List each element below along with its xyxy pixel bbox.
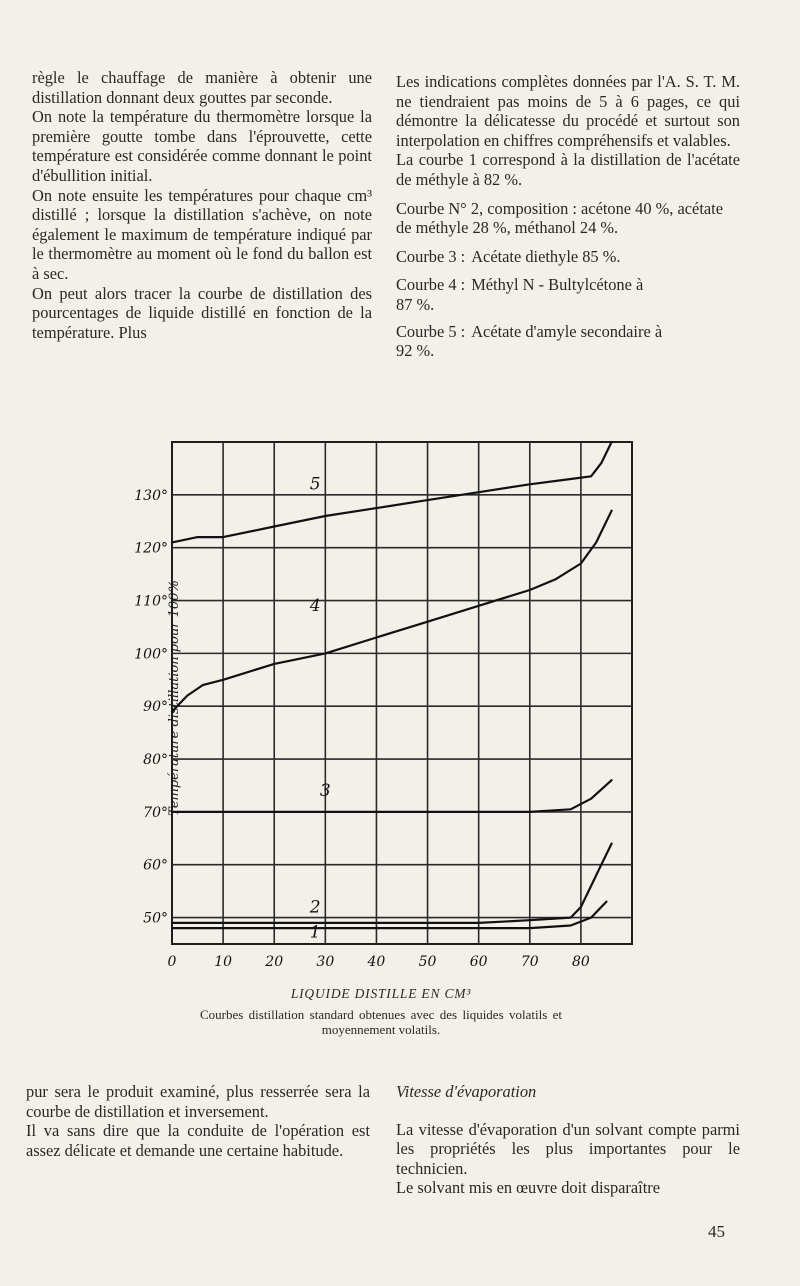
y-tick-label: 60°: [143, 857, 168, 874]
curve-5-value-cont: 92 %.: [396, 341, 435, 361]
y-tick-label: 120°: [134, 540, 168, 557]
curve-3: [172, 780, 612, 812]
y-tick-label: 90°: [143, 699, 168, 716]
y-tick-label: 110°: [134, 593, 168, 610]
curve-4: [172, 511, 612, 712]
distillation-chart: [120, 430, 660, 975]
curve-1: [172, 902, 606, 928]
y-tick-label: 80°: [143, 752, 168, 769]
curve-4-key: Courbe 4 :: [396, 275, 466, 295]
paragraph: Courbe N° 2, composition : acétone 40 %, acétate de méthyle 28 %, méthanol 24 %.: [396, 198, 723, 238]
plot-frame: [172, 442, 632, 944]
curve-label: 4: [309, 596, 321, 617]
x-tick-label: 70: [520, 954, 539, 970]
curve-4-value-cont: 87 %.: [396, 294, 435, 314]
x-tick-label: 80: [571, 954, 590, 970]
curve-5-key: Courbe 5 :: [396, 321, 466, 341]
left-column-top: [32, 68, 372, 342]
caption-text: Courbes distillation standard obtenues avec des liquides volatils et moyennement volatils.: [200, 1007, 562, 1037]
paragraph: La vitesse d'évaporation d'un solvant compte parmi les propriétés les plus importantes pour le technicien.: [396, 1119, 740, 1178]
curve-label: 2: [309, 897, 321, 918]
curve-4-value: Méthyl N - Bultylcétone à: [471, 275, 644, 295]
x-tick-label: 20: [265, 954, 284, 970]
y-tick-label: 70°: [143, 804, 168, 821]
paragraph: Les indications complètes données par l'A. S. T. M. ne tiendraient pas moins de 5 à 6 pages, ce qui démontre la délicatesse du procédé et surtout son interpolation en chiffres compréhensifs et valables.: [396, 72, 740, 150]
right-column-bottom: [396, 1082, 740, 1198]
curve-5-value: Acétate d'amyle secondaire à: [471, 321, 663, 341]
section-heading: Vitesse d'évaporation: [396, 1082, 537, 1101]
left-column-bottom: [26, 1082, 370, 1160]
x-tick-label: 60: [469, 954, 488, 970]
y-axis-label: Température distillation pour 100%: [167, 580, 182, 816]
paragraph: La courbe 1 correspond à la distillation de l'acétate de méthyle à 82 %.: [396, 150, 740, 189]
paragraph: On peut alors tracer la courbe de distillation des pourcentages de liquide distillé en fonction de la température. Plus: [32, 283, 372, 342]
curve-4-line: [396, 275, 740, 295]
paragraph: On note la température du thermomètre lorsque la première goutte tombe dans l'éprouvette, cette température est considérée comme donnant le point d'ébullition initial.: [32, 107, 372, 185]
right-column-top: [396, 72, 740, 361]
curve-3-value: Acétate diethyle 85 %.: [471, 246, 621, 266]
x-tick-label: 0: [167, 954, 177, 970]
paragraph: Il va sans dire que la conduite de l'opération est assez délicate et demande une certaine habitude.: [26, 1121, 370, 1160]
curve-label: 1: [309, 922, 321, 943]
curve-label: 5: [309, 474, 321, 495]
paragraph: règle le chauffage de manière à obtenir une distillation donnant deux gouttes par seconde.: [32, 68, 372, 107]
paragraph: On note ensuite les températures pour chaque cm³ distillé ; lorsque la distillation s'achève, on note également le maximum de température indiqué par le thermomètre au moment où le fond du ballon est à sec.: [32, 185, 372, 283]
caption-title: LIQUIDE DISTILLE EN CM³: [290, 986, 472, 1001]
curve-5-line: [396, 322, 740, 342]
curve-5: [172, 442, 612, 542]
curve-3-key: Courbe 3 :: [396, 246, 466, 266]
curve-2: [172, 844, 612, 923]
paragraph: pur sera le produit examiné, plus resserrée sera la courbe de distillation et inversement.: [26, 1082, 370, 1121]
x-tick-label: 40: [367, 954, 386, 970]
y-tick-label: 50°: [143, 910, 168, 927]
x-tick-label: 50: [418, 954, 437, 970]
figure-caption: [200, 986, 562, 1037]
page-number: 45: [708, 1222, 725, 1241]
y-tick-label: 100°: [134, 646, 168, 663]
curve-3-line: [396, 247, 740, 267]
x-tick-label: 30: [316, 954, 335, 970]
y-tick-label: 130°: [134, 487, 168, 504]
curve-label: 3: [319, 781, 331, 802]
x-tick-label: 10: [214, 954, 233, 970]
paragraph: Le solvant mis en œuvre doit disparaître: [396, 1178, 661, 1198]
